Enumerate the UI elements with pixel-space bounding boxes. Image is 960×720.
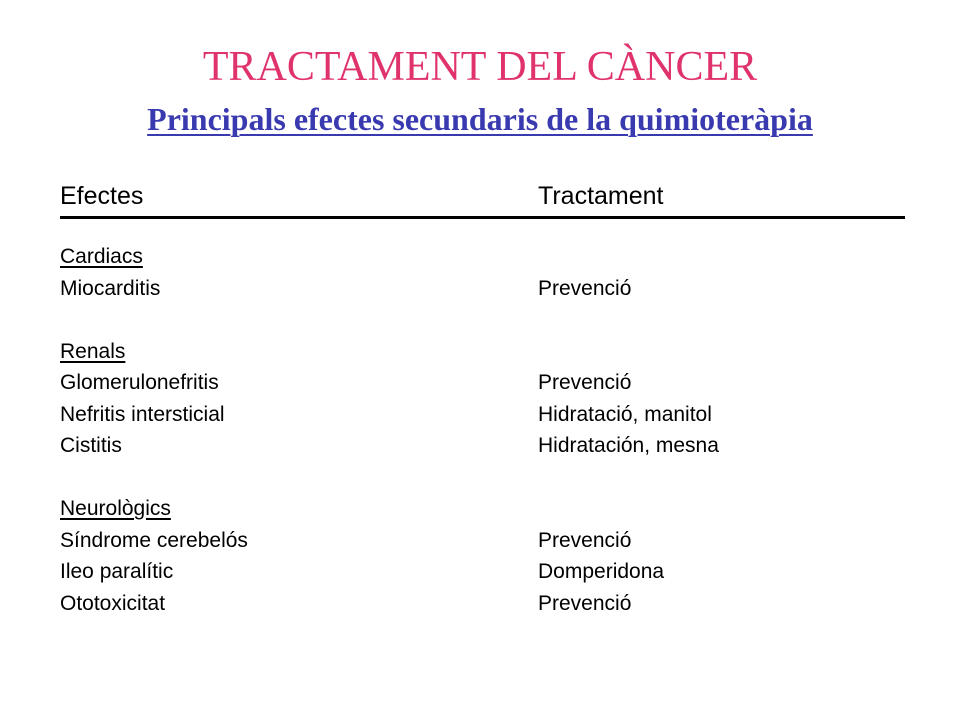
treatment-cell: Prevenció — [538, 276, 632, 300]
treatment-cell: Prevenció — [538, 371, 632, 394]
category-row — [60, 337, 905, 369]
table-row — [60, 274, 905, 306]
effect-cell: Ileo paralític — [60, 560, 174, 583]
category-label: Renals — [60, 339, 126, 363]
section-spacer — [60, 463, 905, 495]
table-row — [60, 368, 905, 400]
table-row — [60, 557, 905, 589]
table-row — [60, 526, 905, 558]
table-row — [60, 431, 905, 463]
table-header — [60, 180, 905, 219]
slide-title: TRACTAMENT DEL CÀNCER — [202, 44, 758, 90]
treatment-cell: Domperidona — [538, 560, 665, 583]
side-effects-table — [60, 180, 905, 615]
category-row — [60, 242, 905, 274]
category-label: Neurològics — [60, 497, 171, 520]
treatment-cell: Prevenció — [538, 528, 632, 552]
header-effects: Efectes — [60, 182, 144, 210]
category-row — [60, 494, 905, 526]
treatment-cell: Prevenció — [538, 591, 632, 615]
effect-cell: Síndrome cerebelós — [60, 528, 248, 552]
slide-subtitle: Principals efectes secundaris de la quimioteràpia — [147, 101, 813, 137]
effect-cell: Glomerulonefritis — [60, 371, 219, 394]
section-spacer — [60, 305, 905, 337]
table-row — [60, 400, 905, 432]
header-treatment: Tractament — [538, 182, 664, 210]
category-label: Cardiacs — [60, 245, 143, 268]
effect-cell: Nefritis intersticial — [60, 402, 225, 426]
treatment-cell: Hidratació, manitol — [538, 402, 712, 426]
treatment-cell: Hidratación, mesna — [538, 434, 719, 457]
effect-cell: Miocarditis — [60, 276, 161, 300]
effect-cell: Cistitis — [60, 434, 122, 457]
table-row — [60, 589, 905, 621]
table-body — [60, 242, 905, 620]
effect-cell: Ototoxicitat — [60, 591, 166, 615]
